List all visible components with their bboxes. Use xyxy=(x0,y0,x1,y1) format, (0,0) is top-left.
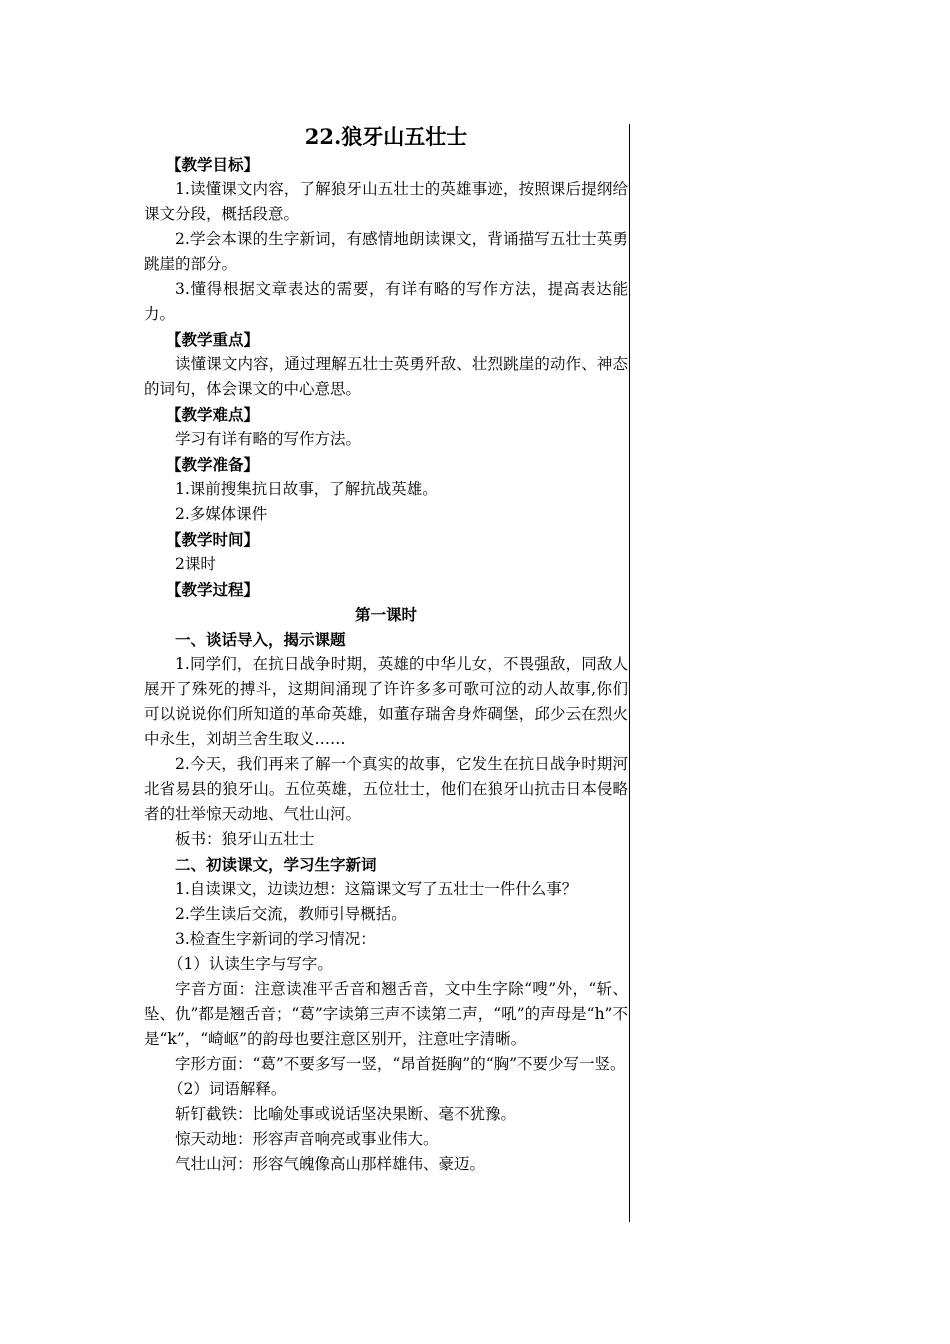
prep-heading: 【教学准备】 xyxy=(166,455,260,474)
word-definition: 斩钉截铁：比喻处事或说话坚决果断、毫不犹豫。 xyxy=(175,1105,517,1123)
goal-item: 3.懂得根据文章表达的需要，有详有略的写作方法，提高表达能力。 xyxy=(144,280,628,323)
section2-step: 1.自读课文，边读边想：这篇课文写了五壮士一件什么事？ xyxy=(175,880,578,898)
word-definition: 惊天动地：形容声音响亮或事业伟大。 xyxy=(175,1130,439,1148)
section2-step: 2.学生读后交流，教师引导概括。 xyxy=(175,905,407,923)
page-title: 22.狼牙山五壮士 xyxy=(304,124,468,149)
keypoints-heading: 【教学重点】 xyxy=(166,330,260,349)
difficulty-text: 学习有详有略的写作方法。 xyxy=(175,430,362,448)
time-heading: 【教学时间】 xyxy=(166,530,260,549)
section2-step: 3.检查生字新词的学习情况： xyxy=(175,930,376,948)
goal-item: 2.学会本课的生字新词，有感情地朗读课文，背诵描写五壮士英勇跳崖的部分。 xyxy=(144,230,628,273)
lesson-title: 第一课时 xyxy=(354,605,417,624)
word-definition: 气壮山河：形容气魄像高山那样雄伟、豪迈。 xyxy=(175,1155,486,1173)
prep-item: 1.课前搜集抗日故事，了解抗战英雄。 xyxy=(175,480,438,498)
process-heading: 【教学过程】 xyxy=(166,580,260,599)
time-text: 2课时 xyxy=(175,555,216,573)
section1-heading: 一、谈话导入，揭示课题 xyxy=(175,630,346,649)
section1-paragraph: 2.今天，我们再来了解一个真实的故事，它发生在抗日战争时期河北省易县的狼牙山。五位英雄，五位壮士，他们在狼牙山抗击日本侵略者的壮举惊天动地、气壮山河。 xyxy=(144,755,628,823)
board-note: 板书：狼牙山五壮士 xyxy=(175,830,315,848)
pronunciation-note: 字音方面：注意读准平舌音和翘舌音，文中生字除“嗖”外，“斩、坠、仇”都是翘舌音；“葛”字读第三声不读第二声，“吼”的声母是“h”不是“k”，“崎岖”的韵母也要注意区别开，注意吐字清晰。 xyxy=(144,980,628,1048)
difficulty-heading: 【教学难点】 xyxy=(166,405,260,424)
goals-heading: 【教学目标】 xyxy=(166,155,260,174)
sub-step: （2）词语解释。 xyxy=(168,1080,287,1098)
goal-item: 1.读懂课文内容，了解狼牙山五壮士的英雄事迹，按照课后提纲给课文分段，概括段意。 xyxy=(144,180,628,223)
prep-item: 2.多媒体课件 xyxy=(175,505,268,523)
shape-note: 字形方面：“葛”不要多写一竖，“昂首挺胸”的“胸”不要少写一竖。 xyxy=(175,1055,626,1073)
section2-heading: 二、初读课文，学习生字新词 xyxy=(175,855,377,874)
margin-rule xyxy=(629,124,630,1222)
document-body xyxy=(144,122,628,1177)
section1-paragraph: 1.同学们，在抗日战争时期，英雄的中华儿女，不畏强敌，同敌人展开了殊死的搏斗，这期间涌现了许许多多可歌可泣的动人故事,你们可以说说你们所知道的革命英雄，如董存瑞舍身炸碉堡，邱少云在烈火中永生，刘胡兰舍生取义…… xyxy=(144,655,628,748)
keypoints-text: 读懂课文内容，通过理解五壮士英勇歼敌、壮烈跳崖的动作、神态的词句，体会课文的中心意思。 xyxy=(144,355,628,398)
sub-step: （1）认读生字与写字。 xyxy=(168,955,333,973)
